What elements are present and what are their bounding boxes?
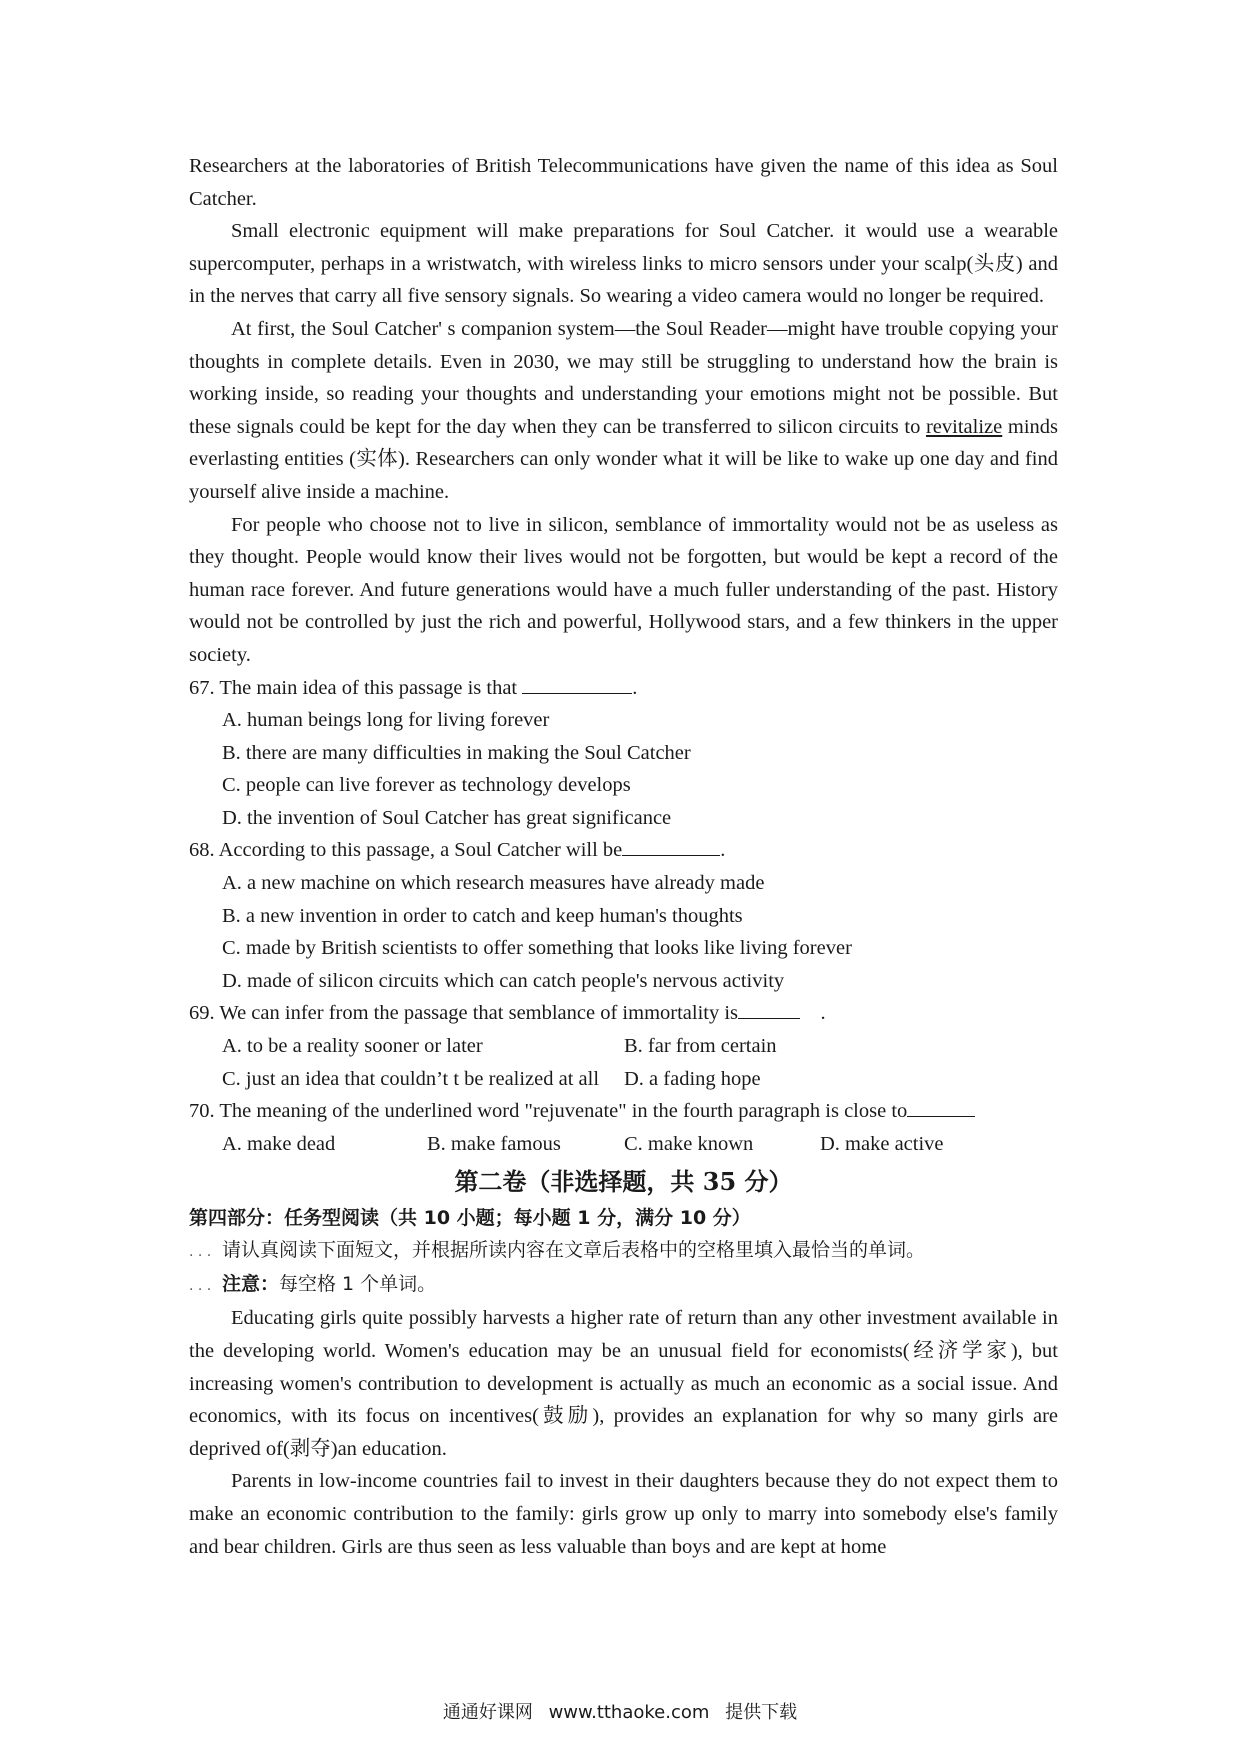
question-69: [189, 997, 1058, 1030]
question-end: .: [720, 839, 726, 862]
passage2-paragraph: Parents in low-income countries fail to invest in their daughters because they do not expect them to make an economic contribution to the family: girls grow up only to marry into somebody else's family and bear children. Girls are thus seen as less valuable than boys and are kept at home: [189, 1470, 1058, 1558]
passage1-paragraph: For people who choose not to live in silicon, semblance of immortality would not be as useless as they thought. People would know their lives would not be forgotten, but would be kept a record of the human race forever. And future generations would have a much fuller understanding of the past. History would not be controlled by just the rich and powerful, Hollywood stars, and a few thinkers in the upper society.: [189, 513, 1058, 666]
option: C. made by British scientists to offer something that looks like living forever: [222, 937, 852, 960]
passage2-paragraph: Educating girls quite possibly harvests a higher rate of return than any other investment available in the developing world. Women's education may be an unusual field for economists(经济学家), but increasing women's contribution to development is actually as much an economic as a social issue. And economics, with its focus on incentives(鼓励), provides an explanation for why so many girls are deprived of(剥夺)an education.: [189, 1307, 1058, 1460]
answer-blank: [522, 673, 632, 694]
footer-suffix: 提供下载: [725, 1702, 798, 1723]
option: A. make dead: [222, 1132, 336, 1155]
option: B. there are many difficulties in making the Soul Catcher: [222, 741, 691, 764]
paragraph-text: minds everlasting entities (实体). Researchers can only wonder what it will be like to wake up one day and find yourself alive inside a machine.: [189, 415, 1059, 503]
option: C. make known: [624, 1132, 754, 1155]
section-title: 第二卷（非选择题，共 35 分）: [454, 1167, 793, 1197]
instruction-text: 请认真阅读下面短文，并根据所读内容在文章后表格中的空格里填入最恰当的单词。: [222, 1239, 926, 1262]
dots-decoration: . . .: [189, 1244, 212, 1261]
part-heading: 第四部分：任务型阅读（共 10 小题；每小题 1 分，满分 10 分）: [189, 1207, 751, 1230]
option: D. the invention of Soul Catcher has great significance: [222, 806, 672, 829]
instruction: [189, 1234, 1058, 1268]
passage1-paragraph: Researchers at the laboratories of British Telecommunications have given the name of this idea as Soul Catcher.: [189, 155, 1058, 210]
underlined-word: revitalize: [925, 415, 1003, 438]
answer-blank: [738, 998, 800, 1019]
question-end: .: [632, 676, 638, 699]
note-text: 每空格 1 个单词。: [279, 1273, 437, 1296]
footer-url: www.tthaoke.com: [548, 1702, 710, 1723]
question-stem: 70. The meaning of the underlined word "rejuvenate" in the fourth paragraph is close to: [189, 1100, 908, 1123]
option: B. far from certain: [624, 1035, 777, 1058]
option: B. a new invention in order to catch and keep human's thoughts: [222, 904, 743, 927]
answer-blank: [622, 835, 720, 856]
page-footer: [0, 1698, 1240, 1724]
passage1-paragraph: Small electronic equipment will make preparations for Soul Catcher. it would use a wearable supercomputer, perhaps in a wristwatch, with wireless links to micro sensors under your scalp(头皮) and in the nerves that carry all five sensory signals. So wearing a video camera would no longer be required.: [189, 220, 1058, 308]
options-row: [222, 1128, 1058, 1161]
option: D. made of silicon circuits which can catch people's nervous activity: [222, 969, 785, 992]
question-stem: 69. We can infer from the passage that semblance of immortality is: [189, 1002, 739, 1025]
note: [189, 1268, 1058, 1302]
option: A. to be a reality sooner or later: [222, 1035, 483, 1058]
option: C. just an idea that couldn’t t be realized at all: [222, 1067, 600, 1090]
paragraph-text: At first, the Soul Catcher' s companion system—the Soul Reader—might have trouble copying your thoughts in complete details. Even in 2030, we may still be struggling to understand how the brain is working inside, so reading your thoughts and understanding your emotions might not be possible. But these signals could be kept for the day when they can be transferred to silicon circuits to: [189, 317, 1058, 438]
option: D. make active: [820, 1132, 944, 1155]
options-row: [222, 1030, 1058, 1063]
footer-site: 通通好课网: [442, 1702, 533, 1723]
option: A. a new machine on which research measures have already made: [222, 872, 765, 895]
option: A. human beings long for living forever: [222, 709, 550, 732]
question-stem: 68. According to this passage, a Soul Catcher will be: [189, 839, 623, 862]
passage1-paragraph: [189, 313, 1058, 509]
question-68: [189, 834, 1058, 867]
question-stem: 67. The main idea of this passage is that: [189, 676, 518, 699]
note-label: 注意：: [222, 1273, 280, 1296]
option: D. a fading hope: [624, 1067, 761, 1090]
options-row: [222, 1063, 1058, 1096]
answer-blank: [907, 1096, 975, 1117]
dots-decoration: . . .: [189, 1278, 212, 1295]
option: B. make famous: [427, 1132, 561, 1155]
exam-page: [189, 150, 1058, 1563]
option: C. people can live forever as technology develops: [222, 774, 631, 797]
question-67: [189, 672, 1058, 705]
question-end: .: [820, 1002, 826, 1025]
question-70: [189, 1095, 1058, 1128]
